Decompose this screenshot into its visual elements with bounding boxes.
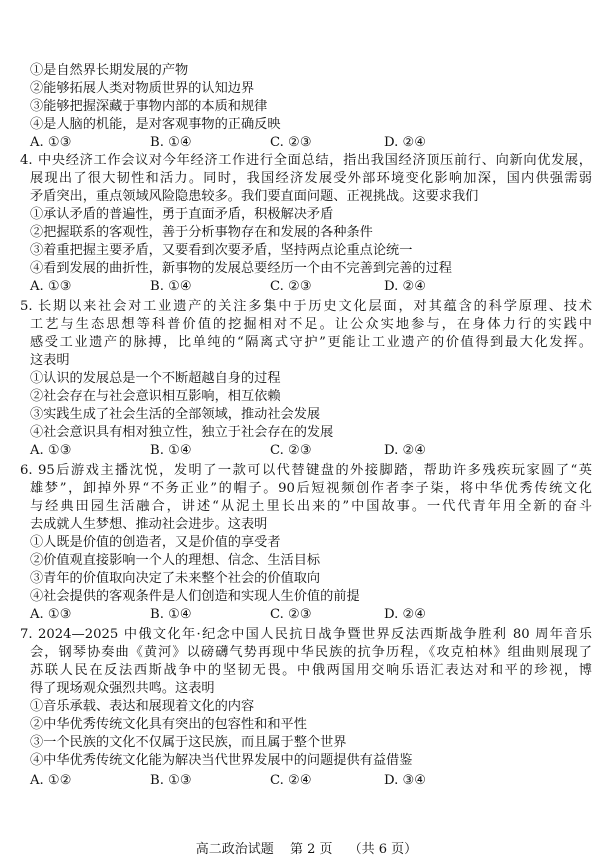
q7-option-3: ③一个民族的文化不仅属于这民族，而且属于整个世界 [30,735,347,750]
q7-choice-b: B. ①③ [150,773,192,788]
q7-stem-line-1: 2024—2025 中俄文化年·纪念中国人民抗日战争暨世界反法西斯战争胜利 80 周年音乐 [38,627,592,642]
q5-option-1: ①认识的发展总是一个不断超越自身的过程 [30,371,281,386]
q4-option-4: ④看到发展的曲折性，新事物的发展总要经历一个由不完善到完善的过程 [30,261,452,276]
q4-choice-c: C. ②③ [270,279,312,294]
q7-option-1: ①音乐承载、表达和展现着文化的内容 [30,699,255,714]
q3-option-3: ③能够把握深藏于事物内部的本质和规律 [30,99,268,114]
q6-choice-d: D. ②④ [384,607,427,622]
q3-choice-b: B. ①④ [150,135,192,150]
q5-stem-line-2: 工艺与生态思想等科普价值的挖掘相对不足。让公众实地参与，在身体力行的实践中 [30,317,592,332]
q6-option-3: ③青年的价值取向决定了未来整个社会的价值取向 [30,571,321,586]
q3-choice-c: C. ②③ [270,135,312,150]
q3-choice-a: A. ①③ [30,135,72,150]
footer-page-number: 第 2 页 [289,842,333,857]
q3-option-4: ④是人脑的机能，是对客观事物的正确反映 [30,117,281,132]
footer-total-pages: （共 6 页） [348,842,418,857]
q5-stem-line-4: 这表明 [30,353,70,368]
footer-title: 高二政治试题 [195,842,274,857]
q6-stem-line-3: 与经典田园生活融合，讲述“从泥土里长出来的”中国故事。一代代青年用全新的奋斗 [30,499,592,514]
q4-choice-b: B. ①④ [150,279,192,294]
q6-stem-line-1: 95后游戏主播沈悦，发明了一款可以代替键盘的外接脚踏，帮助许多残疾玩家圆了“英 [38,463,592,478]
q6-choice-c: C. ②③ [270,607,312,622]
q4-option-2: ②把握联系的客观性，善于分析事物存在和发展的各种条件 [30,225,373,240]
q7-stem-line-4: 得了现场观众强烈共鸣。这表明 [30,681,215,696]
q6-option-4: ④社会提供的客观条件是人们创造和实现人生价值的前提 [30,589,360,604]
q7-stem-line-3: 苏联人民在反法西斯战争中的坚韧无畏。中俄两国用交响乐语汇表达对和平的珍视，博 [30,663,592,678]
q4-option-3: ③着重把握主要矛盾，又要看到次要矛盾，坚持两点论重点论统一 [30,243,413,258]
q6-number: 6. [20,463,33,478]
q3-option-1: ①是自然界长期发展的产物 [30,63,189,78]
q7-choice-c: C. ②④ [270,773,312,788]
q5-number: 5. [20,299,33,314]
q5-choice-c: C. ②③ [270,443,312,458]
q5-option-2: ②社会存在与社会意识相互影响，相互依赖 [30,389,281,404]
q4-choice-d: D. ②④ [384,279,427,294]
q3-choice-d: D. ②④ [384,135,427,150]
q7-option-4: ④中华优秀传统文化能为解决当代世界发展中的问题提供有益借鉴 [30,753,413,768]
q6-stem-line-2: 雄梦”，卸掉外界“不务正业”的帽子。90后短视频创作者李子柒，将中华优秀传统文化 [30,481,592,496]
q5-choice-a: A. ①③ [30,443,72,458]
q7-stem-line-2: 会，钢琴协奏曲《黄河》以磅礴气势再现中华民族的抗争历程，《攻克柏林》组曲则展现了 [30,645,592,660]
q4-stem-line-1: 中央经济工作会议对今年经济工作进行全面总结，指出我国经济顶压前行、向新向优发展， [38,153,592,168]
q5-stem-line-1: 长期以来社会对工业遗产的关注多集中于历史文化层面，对其蕴含的科学原理、技术 [38,299,592,314]
q4-stem-line-3: 矛盾突出，重点领域风险隐患较多。我们要直面问题、正视挑战。这要求我们 [30,189,479,204]
q6-choice-a: A. ①③ [30,607,72,622]
q3-option-2: ②能够拓展人类对物质世界的认知边界 [30,81,255,96]
q7-choice-a: A. ①② [30,773,72,788]
q5-stem-line-3: 感受工业遗产的脉搏，比单纯的“隔离式守护”更能让工业遗产的价值得到最大化发挥。 [30,335,592,350]
q4-option-1: ①承认矛盾的普遍性，勇于直面矛盾，积极解决矛盾 [30,207,334,222]
q4-stem-line-2: 展现出了很大韧性和活力。同时，我国经济发展受外部环境变化影响加深，国内供强需弱 [30,171,592,186]
q7-option-2: ②中华优秀传统文化具有突出的包容性和和平性 [30,717,307,732]
page-footer [0,838,613,857]
q6-option-2: ②价值观直接影响一个人的理想、信念、生活目标 [30,553,321,568]
q5-choice-b: B. ①④ [150,443,192,458]
q6-stem-line-4: 去成就人生梦想、推动社会进步。这表明 [30,517,268,532]
q7-choice-d: D. ③④ [384,773,427,788]
q4-choice-a: A. ①③ [30,279,72,294]
q6-choice-b: B. ①④ [150,607,192,622]
q5-option-4: ④社会意识具有相对独立性，独立于社会存在的发展 [30,425,334,440]
q6-option-1: ①人既是价值的创造者，又是价值的享受者 [30,535,281,550]
q4-number: 4. [20,153,33,168]
q5-option-3: ③实践生成了社会生活的全部领域，推动社会发展 [30,407,321,422]
q5-choice-d: D. ②④ [384,443,427,458]
q7-number: 7. [20,627,33,642]
